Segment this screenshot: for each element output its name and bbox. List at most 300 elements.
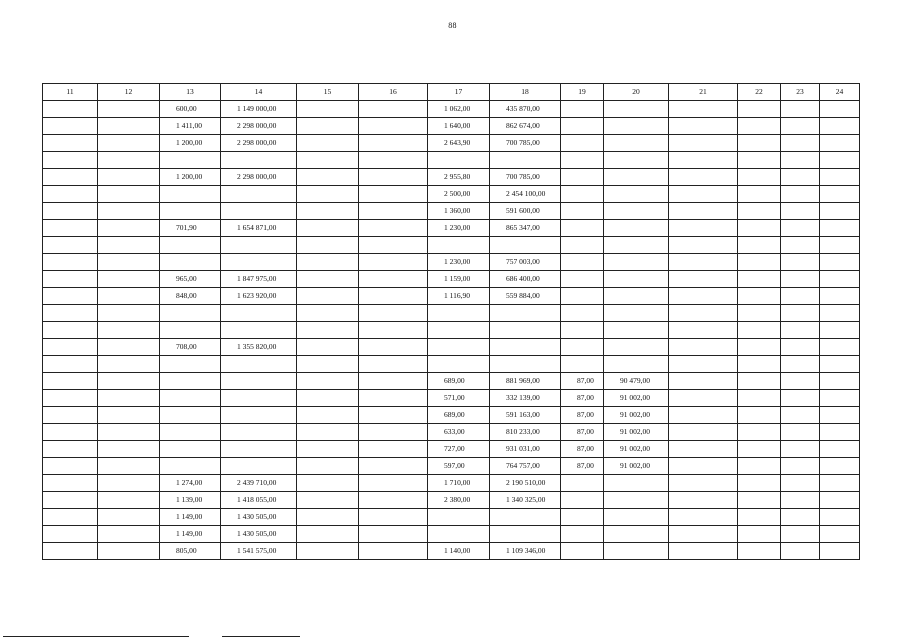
table-cell: 1 623 920,00 [221, 288, 297, 305]
table-cell [604, 271, 669, 288]
table-cell: 1 640,00 [428, 118, 490, 135]
table-cell [43, 135, 98, 152]
table-row [43, 390, 860, 407]
table-cell [561, 543, 604, 560]
table-cell [561, 169, 604, 186]
table-row [43, 322, 860, 339]
table-cell: 1 149,00 [160, 526, 221, 543]
table-row [43, 186, 860, 203]
table-cell [297, 237, 359, 254]
table-cell: 2 955,80 [428, 169, 490, 186]
table-cell: 591 163,00 [490, 407, 561, 424]
table-row [43, 509, 860, 526]
table-cell [561, 339, 604, 356]
table-cell [359, 322, 428, 339]
table-cell [738, 407, 781, 424]
table-cell [359, 254, 428, 271]
table-cell [359, 339, 428, 356]
table-cell [781, 203, 820, 220]
table-row [43, 492, 860, 509]
table-row [43, 458, 860, 475]
table-row [43, 407, 860, 424]
table-cell [297, 492, 359, 509]
table-row [43, 169, 860, 186]
table-row [43, 526, 860, 543]
table-cell [604, 118, 669, 135]
table-cell [43, 526, 98, 543]
table-cell [297, 152, 359, 169]
table-cell [43, 509, 98, 526]
table-cell [98, 135, 160, 152]
table-cell [98, 101, 160, 118]
table-cell [98, 254, 160, 271]
table-cell [738, 543, 781, 560]
table-row [43, 254, 860, 271]
table-cell [43, 254, 98, 271]
table-cell: 865 347,00 [490, 220, 561, 237]
table-row [43, 152, 860, 169]
table-cell [669, 356, 738, 373]
table-cell [781, 424, 820, 441]
table-cell: 1 149 000,00 [221, 101, 297, 118]
table-cell [738, 458, 781, 475]
table-cell [359, 152, 428, 169]
table-cell [669, 407, 738, 424]
table-cell [297, 271, 359, 288]
table-cell [738, 492, 781, 509]
table-cell: 1 116,90 [428, 288, 490, 305]
table-cell: 1 654 871,00 [221, 220, 297, 237]
table-cell [820, 543, 860, 560]
table-cell [359, 407, 428, 424]
table-cell [43, 101, 98, 118]
table-cell [98, 118, 160, 135]
table-cell: 1 430 505,00 [221, 509, 297, 526]
table-cell [221, 458, 297, 475]
table-cell: 1 411,00 [160, 118, 221, 135]
table-cell: 87,00 [561, 373, 604, 390]
table-cell [297, 203, 359, 220]
footer-rule-left [3, 636, 189, 637]
table-cell [160, 254, 221, 271]
table-cell [160, 322, 221, 339]
table-cell: 700 785,00 [490, 169, 561, 186]
table-cell: 689,00 [428, 407, 490, 424]
table-cell [604, 169, 669, 186]
column-header: 14 [221, 84, 297, 101]
table-cell: 727,00 [428, 441, 490, 458]
table-cell [98, 356, 160, 373]
table-cell [221, 254, 297, 271]
table-cell [359, 543, 428, 560]
table-cell [490, 322, 561, 339]
table-cell [781, 322, 820, 339]
table-cell [738, 390, 781, 407]
table-cell [738, 424, 781, 441]
table-cell [604, 339, 669, 356]
table-cell [781, 407, 820, 424]
table-cell [297, 475, 359, 492]
table-cell [490, 305, 561, 322]
table-cell [820, 458, 860, 475]
table-cell [98, 271, 160, 288]
table-cell [561, 237, 604, 254]
table-cell [43, 220, 98, 237]
table-row [43, 271, 860, 288]
table-cell: 332 139,00 [490, 390, 561, 407]
table-cell [297, 526, 359, 543]
table-cell: 87,00 [561, 424, 604, 441]
table-cell [359, 288, 428, 305]
table-cell [820, 288, 860, 305]
table-cell: 87,00 [561, 407, 604, 424]
table-row [43, 424, 860, 441]
column-header: 11 [43, 84, 98, 101]
table-cell [781, 390, 820, 407]
table-cell [98, 322, 160, 339]
table-cell [98, 288, 160, 305]
table-cell [297, 543, 359, 560]
table-cell [781, 458, 820, 475]
table-cell [604, 543, 669, 560]
table-cell [604, 254, 669, 271]
table-cell [98, 339, 160, 356]
table-cell [359, 237, 428, 254]
table-cell [561, 526, 604, 543]
table-cell [359, 169, 428, 186]
table-cell [428, 152, 490, 169]
table-cell [221, 305, 297, 322]
table-cell [738, 288, 781, 305]
table-cell [490, 339, 561, 356]
table-cell [221, 237, 297, 254]
table-cell [669, 203, 738, 220]
table-cell: 2 190 510,00 [490, 475, 561, 492]
table-cell [221, 203, 297, 220]
table-cell [561, 118, 604, 135]
table-cell [669, 458, 738, 475]
table-cell [43, 271, 98, 288]
table-cell [820, 118, 860, 135]
table-cell: 633,00 [428, 424, 490, 441]
table-cell [359, 101, 428, 118]
table-cell [43, 118, 98, 135]
table-cell [820, 407, 860, 424]
table-row [43, 135, 860, 152]
table-cell [669, 152, 738, 169]
table-cell: 91 002,00 [604, 458, 669, 475]
table-cell [781, 492, 820, 509]
table-cell [221, 424, 297, 441]
table-cell [820, 441, 860, 458]
table-cell: 1 541 575,00 [221, 543, 297, 560]
table-cell [781, 237, 820, 254]
table-cell [428, 237, 490, 254]
table-row [43, 237, 860, 254]
table-cell [297, 339, 359, 356]
table-cell [561, 288, 604, 305]
table-cell [98, 492, 160, 509]
table-cell [604, 135, 669, 152]
table-cell [820, 475, 860, 492]
table-row [43, 203, 860, 220]
table-cell [297, 220, 359, 237]
table-cell: 91 002,00 [604, 424, 669, 441]
table-cell [160, 441, 221, 458]
table-cell [820, 339, 860, 356]
table-cell [160, 356, 221, 373]
table-cell [359, 186, 428, 203]
table-cell [820, 186, 860, 203]
table-cell [428, 509, 490, 526]
table-cell: 600,00 [160, 101, 221, 118]
table-cell [669, 254, 738, 271]
table-cell [98, 475, 160, 492]
table-cell [43, 356, 98, 373]
column-header: 12 [98, 84, 160, 101]
table-cell [669, 424, 738, 441]
table-cell [820, 203, 860, 220]
table-cell [561, 509, 604, 526]
column-header: 17 [428, 84, 490, 101]
table-cell [781, 152, 820, 169]
table-cell [738, 203, 781, 220]
page-number: 88 [448, 21, 457, 30]
table-cell [669, 135, 738, 152]
table-cell [820, 101, 860, 118]
table-cell [297, 373, 359, 390]
table-cell [669, 492, 738, 509]
table-cell: 591 600,00 [490, 203, 561, 220]
table-cell [781, 288, 820, 305]
table-cell [738, 441, 781, 458]
column-header: 15 [297, 84, 359, 101]
table-cell [781, 118, 820, 135]
table-cell [738, 152, 781, 169]
table-cell [669, 169, 738, 186]
table-cell [604, 356, 669, 373]
table-cell: 91 002,00 [604, 407, 669, 424]
table-cell: 87,00 [561, 390, 604, 407]
column-header: 24 [820, 84, 860, 101]
table-row [43, 475, 860, 492]
table-cell [781, 475, 820, 492]
table-cell: 1 139,00 [160, 492, 221, 509]
table-cell [160, 373, 221, 390]
table-cell [738, 220, 781, 237]
table-cell [160, 407, 221, 424]
table-cell [98, 203, 160, 220]
table-cell: 2 500,00 [428, 186, 490, 203]
table-cell [738, 356, 781, 373]
table-cell [98, 152, 160, 169]
table-cell: 1 274,00 [160, 475, 221, 492]
table-cell: 435 870,00 [490, 101, 561, 118]
table-cell [669, 441, 738, 458]
table-cell [297, 390, 359, 407]
table-cell [428, 305, 490, 322]
table-cell [738, 135, 781, 152]
table-cell [561, 322, 604, 339]
table-row [43, 339, 860, 356]
table-cell: 1 418 055,00 [221, 492, 297, 509]
table-cell: 2 298 000,00 [221, 118, 297, 135]
table-cell: 2 643,90 [428, 135, 490, 152]
table-cell [43, 407, 98, 424]
table-row [43, 288, 860, 305]
table-cell [359, 458, 428, 475]
table-row [43, 441, 860, 458]
footer-rule-right [222, 636, 300, 637]
table-cell [98, 373, 160, 390]
table-cell [669, 543, 738, 560]
table-cell [98, 305, 160, 322]
table-cell [820, 424, 860, 441]
table-cell [297, 356, 359, 373]
table-cell: 810 233,00 [490, 424, 561, 441]
table-cell: 87,00 [561, 458, 604, 475]
table-cell [359, 509, 428, 526]
table-cell [738, 101, 781, 118]
table-cell [561, 475, 604, 492]
table-cell: 757 003,00 [490, 254, 561, 271]
table-cell: 1 109 346,00 [490, 543, 561, 560]
table-cell [160, 152, 221, 169]
table-cell [669, 373, 738, 390]
table-cell: 571,00 [428, 390, 490, 407]
table-cell [98, 424, 160, 441]
table-row [43, 305, 860, 322]
table-cell [160, 458, 221, 475]
table-cell [604, 203, 669, 220]
table-cell [669, 220, 738, 237]
table-cell [669, 237, 738, 254]
table-cell [820, 509, 860, 526]
table-cell [297, 509, 359, 526]
table-cell [738, 237, 781, 254]
table-cell: 1 200,00 [160, 169, 221, 186]
table-cell [604, 186, 669, 203]
table-cell [781, 543, 820, 560]
table-cell [43, 169, 98, 186]
table-cell [781, 373, 820, 390]
table-cell [820, 237, 860, 254]
table-cell [160, 203, 221, 220]
table-cell: 1 430 505,00 [221, 526, 297, 543]
table-cell [820, 492, 860, 509]
table-cell [359, 492, 428, 509]
table-cell [561, 356, 604, 373]
table-cell [561, 135, 604, 152]
table-cell [297, 441, 359, 458]
table-cell [297, 424, 359, 441]
table-cell: 686 400,00 [490, 271, 561, 288]
table-row [43, 101, 860, 118]
table-cell: 2 298 000,00 [221, 135, 297, 152]
table-cell [359, 220, 428, 237]
table-cell [221, 390, 297, 407]
table-cell [359, 390, 428, 407]
table-cell [669, 101, 738, 118]
table-cell [738, 373, 781, 390]
table-cell [604, 475, 669, 492]
table-cell [561, 271, 604, 288]
table-cell: 689,00 [428, 373, 490, 390]
table-cell [604, 526, 669, 543]
table-cell: 1 230,00 [428, 254, 490, 271]
column-header: 16 [359, 84, 428, 101]
table-cell [43, 203, 98, 220]
table-cell [781, 526, 820, 543]
table-row [43, 118, 860, 135]
table-cell [221, 407, 297, 424]
table-cell [359, 356, 428, 373]
table-cell [43, 186, 98, 203]
table-cell [738, 339, 781, 356]
table-cell [43, 441, 98, 458]
table-cell [820, 135, 860, 152]
table-cell [561, 254, 604, 271]
table-cell [738, 509, 781, 526]
table-cell [604, 237, 669, 254]
table-row [43, 356, 860, 373]
header-row [43, 84, 860, 101]
table-cell [98, 509, 160, 526]
column-header: 23 [781, 84, 820, 101]
table-cell [98, 390, 160, 407]
table-cell: 848,00 [160, 288, 221, 305]
table-cell [490, 526, 561, 543]
table-cell [561, 152, 604, 169]
table-cell: 1 140,00 [428, 543, 490, 560]
table-cell [738, 271, 781, 288]
table-cell [604, 220, 669, 237]
table-cell [43, 475, 98, 492]
table-cell: 91 002,00 [604, 390, 669, 407]
table-cell [98, 237, 160, 254]
table-cell [490, 356, 561, 373]
table-cell [781, 305, 820, 322]
table-cell [820, 152, 860, 169]
table-cell [160, 186, 221, 203]
table-cell: 1 200,00 [160, 135, 221, 152]
table-cell [98, 186, 160, 203]
table-cell [561, 186, 604, 203]
table-cell [820, 254, 860, 271]
table-cell [160, 390, 221, 407]
table-cell [297, 135, 359, 152]
table-cell [160, 237, 221, 254]
table-cell [490, 509, 561, 526]
table-cell: 91 002,00 [604, 441, 669, 458]
table-cell [738, 526, 781, 543]
table-cell [820, 271, 860, 288]
table-cell: 862 674,00 [490, 118, 561, 135]
table-cell [428, 526, 490, 543]
table-cell [297, 186, 359, 203]
table-cell [781, 135, 820, 152]
table-cell [43, 492, 98, 509]
table-cell: 1 230,00 [428, 220, 490, 237]
table-cell [297, 118, 359, 135]
table-cell [359, 203, 428, 220]
table-cell [221, 152, 297, 169]
table-cell: 90 479,00 [604, 373, 669, 390]
table-cell [359, 305, 428, 322]
table-cell [669, 475, 738, 492]
table-cell [297, 458, 359, 475]
table-cell [490, 237, 561, 254]
